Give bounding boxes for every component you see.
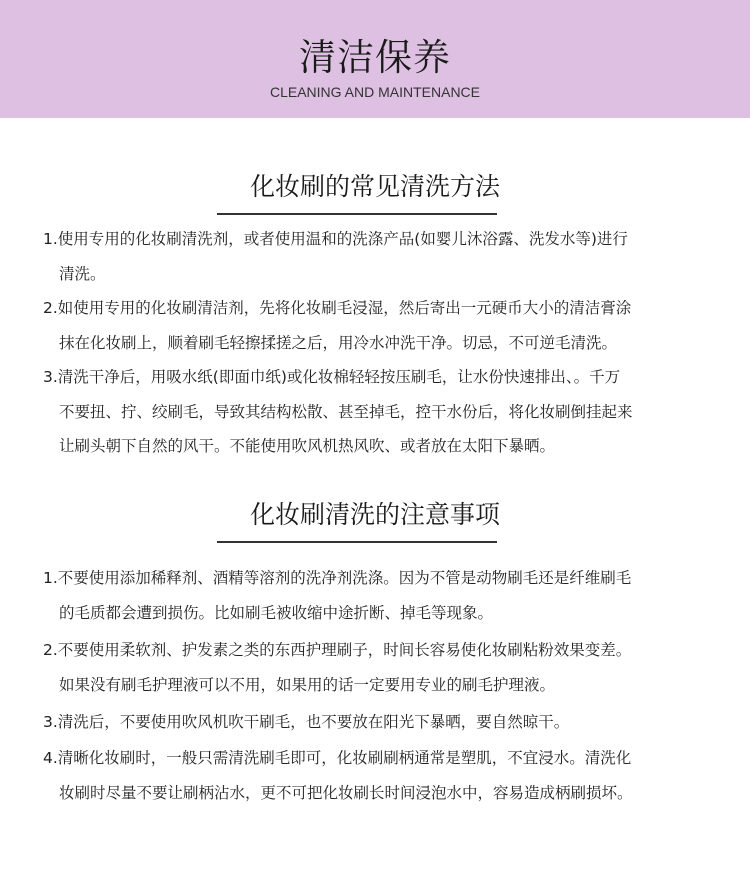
list-item-line: 抹在化妆刷上，顺着刷毛轻擦揉搓之后，用冷水冲洗干净。切忌，不可逆毛清洗。: [59, 333, 618, 352]
list-item-line: 让刷头朝下自然的风干。不能使用吹风机热风吹、或者放在太阳下暴晒。: [59, 437, 556, 455]
page-title: 清洁保养: [299, 36, 451, 79]
section-heading-cleaning-methods: [0, 172, 750, 208]
list-item-line: 3.清洗后，不要使用吹风机吹干刷毛，也不要放在阳光下暴晒，要自然晾干。: [43, 713, 570, 731]
section-heading-text: 化妆刷清洗的注意事项: [249, 500, 500, 529]
list-item: [43, 291, 723, 360]
list-item: [43, 360, 723, 464]
list-item-line: 清洗。: [59, 264, 106, 283]
section-heading-text: 化妆刷的常见清洗方法: [249, 172, 500, 201]
section-heading-underline: [217, 541, 497, 543]
header-banner: [0, 0, 750, 118]
list-item-line: 的毛质都会遭到损伤。比如刷毛被收缩中途折断、掉毛等现象。: [59, 603, 494, 622]
list-item-line: 1.不要使用添加稀释剂、酒精等溶剂的洗净剂洗涤。因为不管是动物刷毛还是纤维刷毛: [43, 569, 632, 587]
list-item-line: 2.如使用专用的化妆刷清洁剂，先将化妆刷毛浸湿，然后寄出一元硬币大小的清洁膏涂: [43, 299, 632, 317]
section-heading-cleaning-notes: [0, 500, 750, 536]
list-item-line: 4.清晰化妆刷时，一般只需清洗刷毛即可，化妆刷刷柄通常是塑肌，不宜浸水。清洗化: [43, 749, 632, 767]
list-item: [43, 633, 723, 702]
list-item-line: 不要扭、拧、绞刷毛，导致其结构松散、甚至掉毛，控干水份后，将化妆刷倒挂起来: [59, 402, 633, 421]
list-item-line: 3.清洗干净后，用吸水纸(即面巾纸)或化妆棉轻轻按压刷毛，让水份快速排出、。千万: [43, 368, 621, 386]
list-item: [43, 561, 723, 630]
list-item-line: 1.使用专用的化妆刷清洗剂，或者使用温和的洗涤产品(如婴儿沐浴露、洗发水等)进行: [43, 230, 628, 248]
list-item: [43, 222, 723, 291]
section-heading-underline: [217, 213, 497, 215]
list-item-line: 2.不要使用柔软剂、护发素之类的东西护理刷子，时间长容易使化妆刷粘粉效果变差。: [43, 641, 632, 659]
list-item-line: 如果没有刷毛护理液可以不用，如果用的话一定要用专业的刷毛护理液。: [59, 675, 556, 694]
list-item-line: 妆刷时尽量不要让刷柄沾水，更不可把化妆刷长时间浸泡水中，容易造成柄刷损坏。: [59, 783, 633, 802]
page-subtitle: CLEANING AND MAINTENANCE: [269, 84, 481, 100]
list-item: [43, 705, 723, 740]
list-item: [43, 741, 723, 810]
